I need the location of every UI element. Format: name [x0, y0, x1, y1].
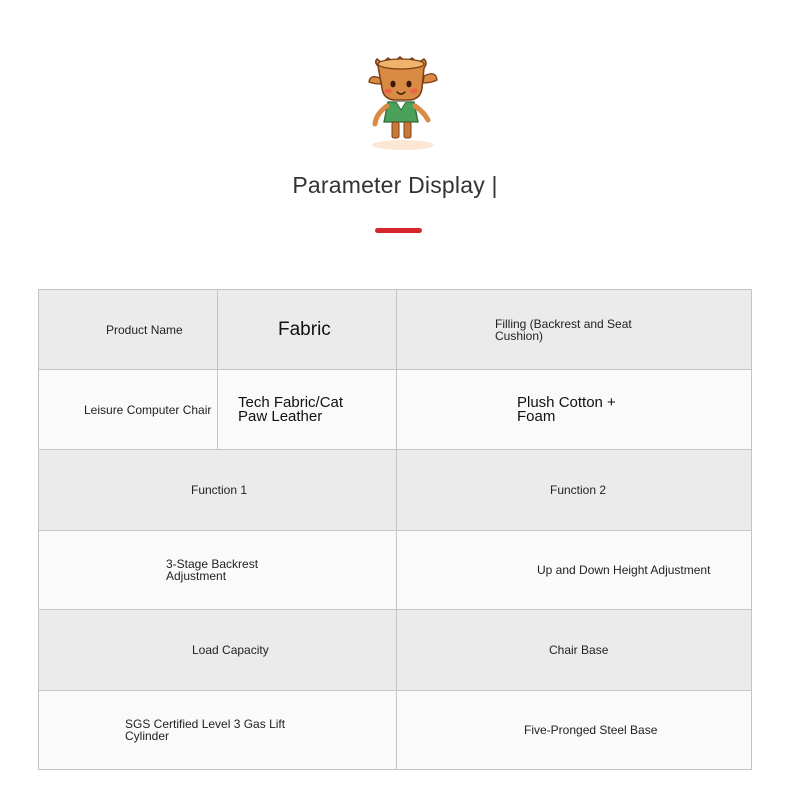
table-row: [39, 691, 751, 769]
filling-value: Plush Cotton + Foam: [517, 393, 616, 425]
table-row: [39, 370, 751, 450]
table-cell: [396, 370, 751, 449]
filling-header: Filling (Backrest and Seat Cushion): [495, 316, 632, 343]
load-capacity-value: SGS Certified Level 3 Gas Lift Cylinder: [125, 717, 286, 743]
page-title: Parameter Display |: [292, 172, 498, 198]
title-underline: [375, 228, 422, 233]
function-1-value: 3-Stage Backrest Adjustment: [166, 557, 259, 583]
table-row: [39, 610, 751, 691]
table-cell: [39, 691, 396, 769]
table-cell: [396, 531, 751, 609]
table-cell: [39, 370, 217, 449]
table-cell: [39, 290, 217, 369]
table-cell: [39, 610, 396, 690]
fabric-header: Fabric: [278, 318, 331, 340]
product-name-header: Product Name: [106, 322, 183, 337]
table-cell: [396, 610, 751, 690]
chair-base-header: Chair Base: [549, 643, 609, 657]
table-cell: [217, 290, 396, 369]
chair-base-value: Five-Pronged Steel Base: [524, 723, 658, 737]
table-cell: [217, 370, 396, 449]
product-name-value: Leisure Computer Chair: [84, 402, 212, 417]
table-cell: [396, 691, 751, 769]
fabric-value: Tech Fabric/Cat Paw Leather: [238, 393, 344, 425]
function-2-value: Up and Down Height Adjustment: [537, 563, 711, 577]
table-cell: [39, 531, 396, 609]
table-row: [39, 290, 751, 370]
table-row: [39, 450, 751, 531]
function-1-header: Function 1: [191, 483, 248, 497]
parameter-table: [38, 289, 752, 770]
table-cell: [39, 450, 396, 530]
table-cell: [396, 290, 751, 369]
function-2-header: Function 2: [550, 483, 607, 497]
tree-stump-mascot-icon: [366, 54, 438, 154]
table-row: [39, 531, 751, 610]
load-capacity-header: Load Capacity: [192, 643, 269, 657]
table-cell: [396, 450, 751, 530]
